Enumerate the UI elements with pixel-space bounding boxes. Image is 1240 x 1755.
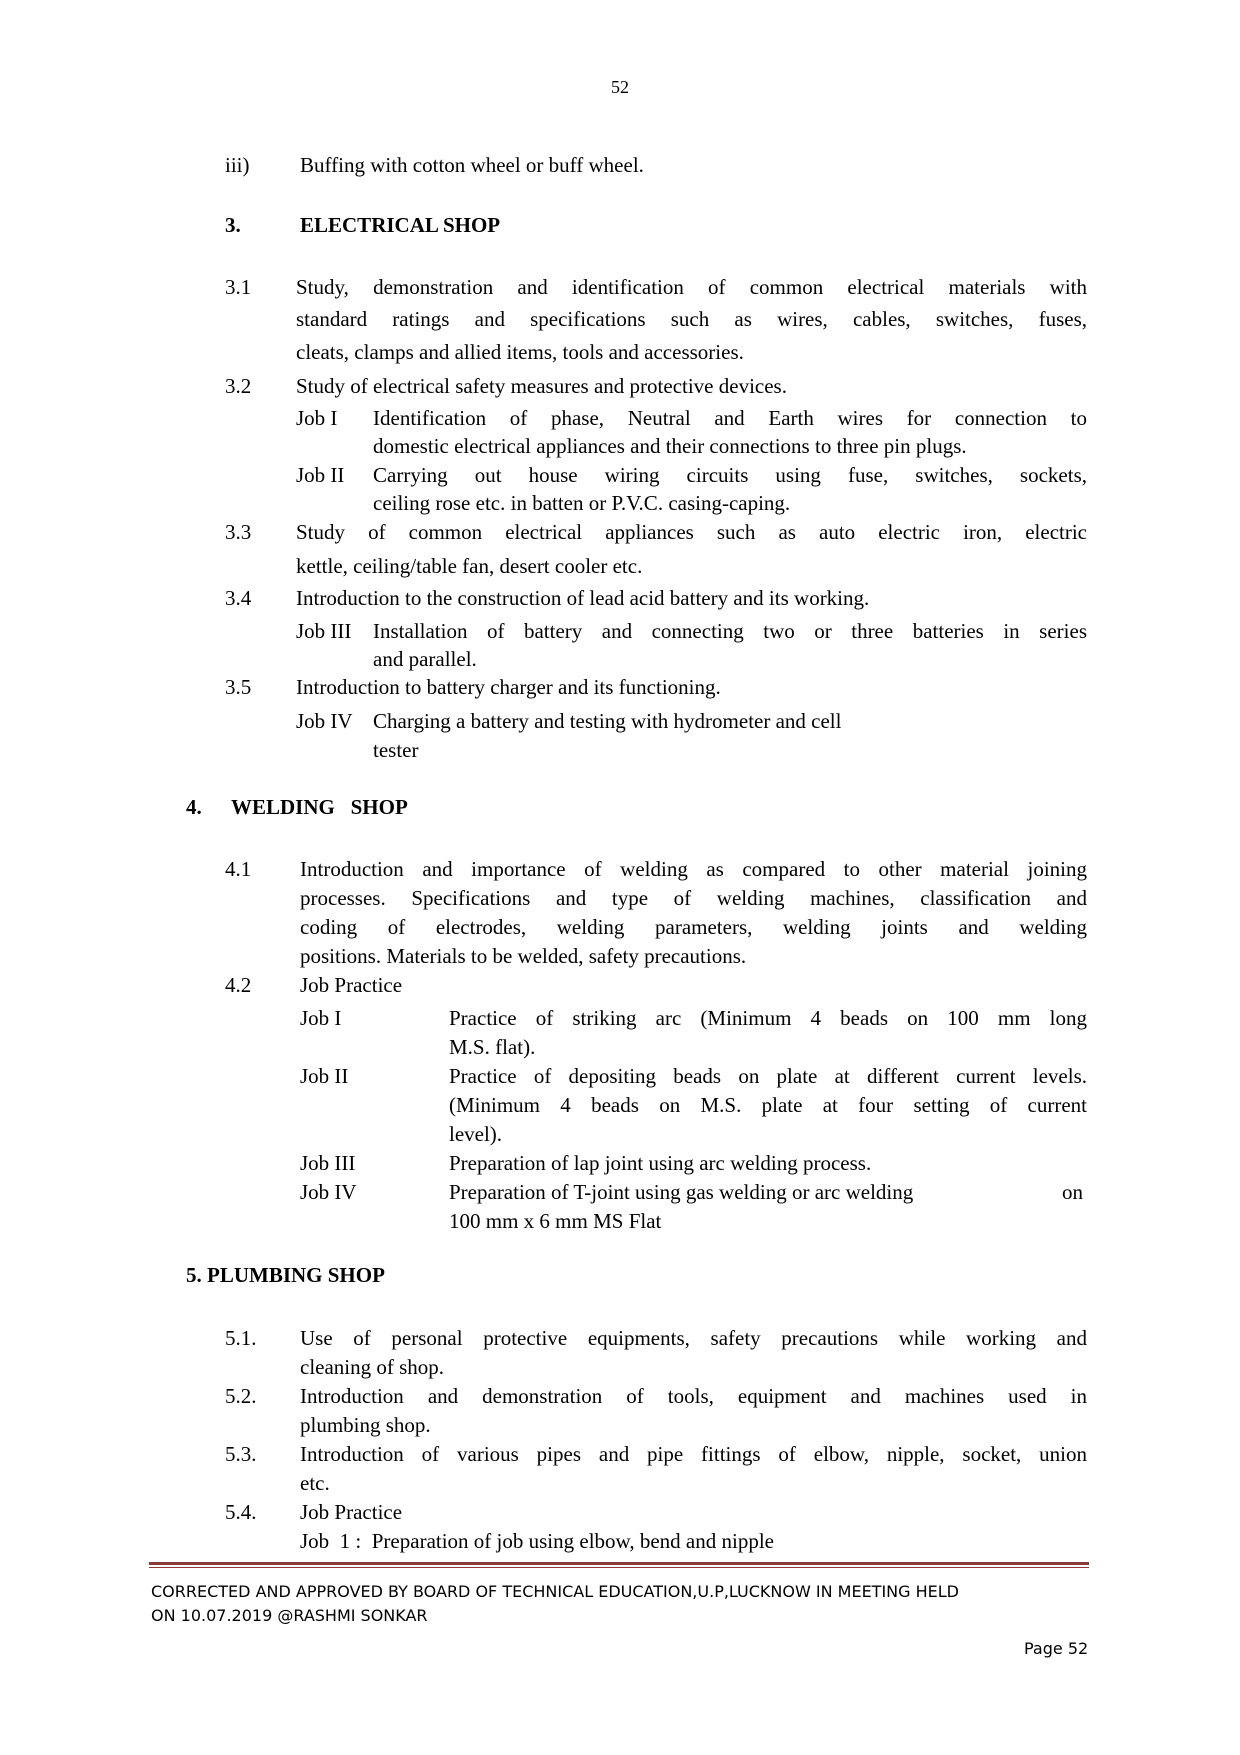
paragraph-line: Introduction and importance of welding as compared to other material joining bbox=[300, 857, 1087, 881]
job-text-line: Charging a battery and testing with hydrometer and cell bbox=[373, 709, 842, 733]
paragraph-line: Use of personal protective equipments, safety precautions while working and bbox=[300, 1326, 1087, 1350]
job-text-line: Carrying out house wiring circuits using fuse, switches, sockets, bbox=[373, 463, 1087, 487]
subsection-number: 5.4. bbox=[225, 1500, 257, 1524]
job-text-line: Installation of battery and connecting two or three batteries in series bbox=[373, 619, 1087, 643]
paragraph-line: standard ratings and specifications such as wires, cables, switches, fuses, bbox=[296, 307, 1087, 331]
job-label: Job II bbox=[296, 463, 345, 487]
subsection-number: 5.3. bbox=[225, 1442, 257, 1466]
subsection-number: 4.1 bbox=[225, 857, 252, 881]
section-heading: 5. PLUMBING SHOP bbox=[186, 1263, 385, 1287]
paragraph-line: Job Practice bbox=[300, 1500, 403, 1524]
subsection-number: 3.2 bbox=[225, 374, 252, 398]
subsection-number: 3.5 bbox=[225, 675, 252, 699]
job-label: Job III bbox=[296, 619, 352, 643]
job-label: Job IV bbox=[296, 709, 353, 733]
list-item-number: iii) bbox=[225, 153, 250, 177]
job-text-line: M.S. flat). bbox=[449, 1035, 536, 1059]
subsection-number: 3.4 bbox=[225, 586, 252, 610]
job-text-line: Preparation of T-joint using gas welding or arc welding bbox=[449, 1180, 914, 1204]
footer-approval-line: CORRECTED AND APPROVED BY BOARD OF TECHNICAL EDUCATION,U.P,LUCKNOW IN MEETING HELD bbox=[151, 1582, 959, 1601]
job-text-line: and parallel. bbox=[373, 647, 477, 671]
job-label: Job II bbox=[300, 1064, 349, 1088]
paragraph-line: cleats, clamps and allied items, tools and accessories. bbox=[296, 340, 744, 364]
paragraph-line: positions. Materials to be welded, safety precautions. bbox=[300, 944, 747, 968]
paragraph-line: Introduction of various pipes and pipe fittings of elbow, nipple, socket, union bbox=[300, 1442, 1087, 1466]
section-heading: ELECTRICAL SHOP bbox=[300, 213, 501, 237]
subsection-number: 5.2. bbox=[225, 1384, 257, 1408]
page-number: 52 bbox=[611, 77, 629, 97]
footer-rule bbox=[149, 1562, 1089, 1565]
paragraph-line: processes. Specifications and type of welding machines, classification and bbox=[300, 886, 1087, 910]
list-item-text: Buffing with cotton wheel or buff wheel. bbox=[300, 153, 644, 177]
section-number: 4. bbox=[186, 795, 202, 819]
footer-page-label: Page 52 bbox=[1024, 1639, 1089, 1658]
job-text-line: ceiling rose etc. in batten or P.V.C. casing-caping. bbox=[373, 491, 791, 515]
job-text-line: Identification of phase, Neutral and Earth wires for connection to bbox=[373, 406, 1087, 430]
section-number: 3. bbox=[225, 213, 241, 237]
job-text-line: domestic electrical appliances and their connections to three pin plugs. bbox=[373, 434, 967, 458]
job-label: Job III bbox=[300, 1151, 356, 1175]
paragraph-line: kettle, ceiling/table fan, desert cooler etc. bbox=[296, 554, 643, 578]
paragraph-line: Introduction and demonstration of tools, equipment and machines used in bbox=[300, 1384, 1087, 1408]
job-text-line: 100 mm x 6 mm MS Flat bbox=[449, 1209, 662, 1233]
paragraph-line: Job Practice bbox=[300, 973, 403, 997]
paragraph-line: Study, demonstration and identification of common electrical materials with bbox=[296, 275, 1087, 299]
paragraph-line: Introduction to battery charger and its functioning. bbox=[296, 675, 721, 699]
section-heading: WELDING SHOP bbox=[231, 795, 408, 819]
job-text-line: tester bbox=[373, 738, 419, 762]
job-text-line-end: on bbox=[1062, 1180, 1083, 1204]
paragraph-line: etc. bbox=[300, 1471, 330, 1495]
paragraph-line: coding of electrodes, welding parameters, welding joints and welding bbox=[300, 915, 1087, 939]
paragraph-line: plumbing shop. bbox=[300, 1413, 431, 1437]
subsection-number: 3.1 bbox=[225, 275, 252, 299]
job-text-line: Preparation of lap joint using arc welding process. bbox=[449, 1151, 872, 1175]
job-label: Job IV bbox=[300, 1180, 357, 1204]
job-text-line: level). bbox=[449, 1122, 503, 1146]
job-label: Job I bbox=[300, 1006, 342, 1030]
job-text-line: Practice of depositing beads on plate at different current levels. bbox=[449, 1064, 1087, 1088]
footer-approval-line: ON 10.07.2019 @RASHMI SONKAR bbox=[151, 1606, 428, 1625]
subsection-number: 4.2 bbox=[225, 973, 252, 997]
footer-rule-thin bbox=[149, 1567, 1089, 1568]
subsection-number: 5.1. bbox=[225, 1326, 257, 1350]
job-label: Job I bbox=[296, 406, 338, 430]
paragraph-line: Study of electrical safety measures and protective devices. bbox=[296, 374, 787, 398]
paragraph-line: cleaning of shop. bbox=[300, 1355, 445, 1379]
subsection-number: 3.3 bbox=[225, 520, 252, 544]
job-text-line: Practice of striking arc (Minimum 4 beads on 100 mm long bbox=[449, 1006, 1087, 1030]
paragraph-line: Job 1 : Preparation of job using elbow, bend and nipple bbox=[300, 1529, 774, 1553]
job-text-line: (Minimum 4 beads on M.S. plate at four setting of current bbox=[449, 1093, 1087, 1117]
paragraph-line: Study of common electrical appliances such as auto electric iron, electric bbox=[296, 520, 1087, 544]
paragraph-line: Introduction to the construction of lead acid battery and its working. bbox=[296, 586, 870, 610]
